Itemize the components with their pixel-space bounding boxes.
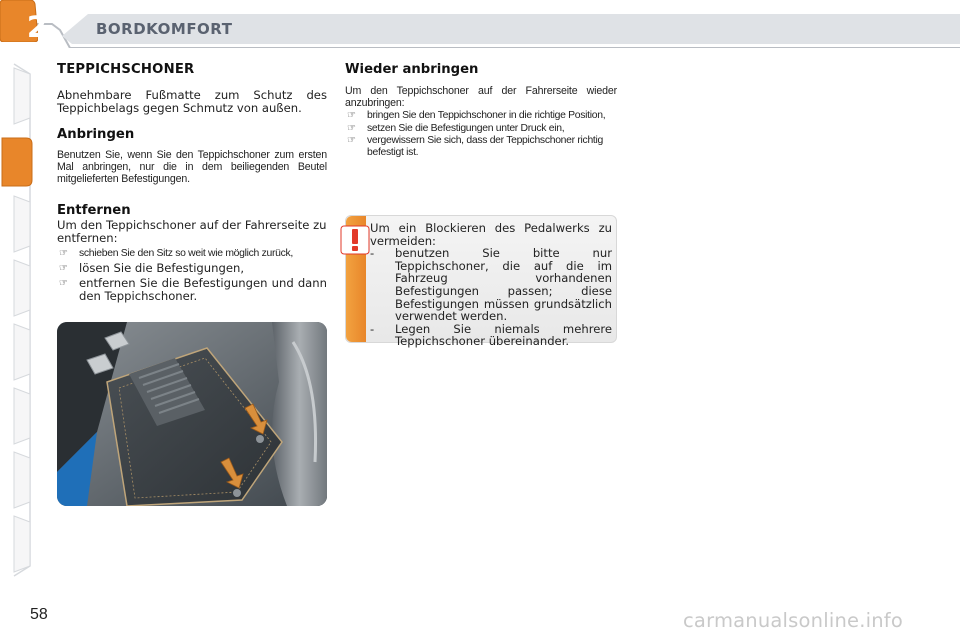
warning-text [370, 222, 612, 348]
warning-item [370, 323, 612, 348]
chapter-header [0, 0, 960, 48]
page-number: 58 [30, 606, 48, 623]
list-item [345, 110, 617, 122]
intro-text: Abnehmbare Fußmatte zum Schutz des Teppichbelags gegen Schmutz von außen. [57, 88, 327, 116]
list-item-text: entfernen Sie die Befestigungen und dann den Teppichschoner. [79, 276, 327, 304]
right-column [345, 62, 617, 158]
wieder-anbringen-text: Um den Teppichschoner auf der Fahrerseite wieder anzubringen: [345, 85, 617, 109]
entfernen-text: Um den Teppichschoner auf der Fahrerseite zu entfernen: [57, 217, 327, 246]
pointing-hand-icon: ☞ [59, 247, 68, 259]
pointing-hand-icon: ☞ [347, 135, 356, 147]
floor-mat-illustration [57, 322, 327, 506]
wieder-anbringen-steps [345, 110, 617, 158]
side-tab-strip [0, 60, 36, 580]
list-item-text: bringen Sie den Teppichschoner in die richtige Position, [367, 110, 606, 121]
warning-lead: Um ein Blockieren des Pedalwerks zu vermeiden: [370, 221, 612, 248]
list-item [57, 277, 327, 303]
chapter-title: BORDKOMFORT [96, 20, 233, 38]
warning-item-text: benutzen Sie bitte nur Teppichschoner, die auf die im Fahrzeug vorhandenen Befestigungen passen; diese Befestigungen müssen grundsätzlich verwendet werden. [395, 246, 612, 324]
anbringen-text: Benutzen Sie, wenn Sie den Teppichschoner zum ersten Mal anbringen, nur die in dem beiliegenden Beutel mitgelieferten Befestigungen. [57, 148, 327, 185]
entfernen-steps [57, 248, 327, 304]
section-title: TEPPICHSCHONER [57, 62, 195, 77]
list-item-text: setzen Sie die Befestigungen unter Druck ein, [367, 122, 565, 134]
chapter-number: 2 [26, 10, 48, 44]
watermark: carmanualsonline.info [683, 609, 903, 632]
wieder-anbringen-title: Wieder anbringen [345, 62, 479, 77]
list-item-text: lösen Sie die Befestigungen, [79, 261, 245, 276]
list-item-text: schieben Sie den Sitz so weit wie möglich zurück, [79, 247, 294, 259]
pointing-hand-icon: ☞ [59, 278, 68, 290]
dash-bullet: - [370, 246, 375, 261]
floor-mat-photo [57, 322, 327, 506]
list-item [345, 135, 617, 158]
pointing-hand-icon: ☞ [347, 122, 356, 134]
warning-item-text: Legen Sie niemals mehrere Teppichschoner übereinander. [395, 321, 612, 349]
list-item [57, 248, 327, 260]
dash-bullet: - [370, 321, 375, 336]
exclamation-icon [340, 225, 370, 255]
left-column [57, 62, 327, 303]
list-item [57, 262, 327, 275]
list-item [345, 123, 617, 135]
pointing-hand-icon: ☞ [347, 110, 356, 121]
entfernen-title: Entfernen [57, 202, 131, 218]
warning-item [370, 247, 612, 323]
pointing-hand-icon: ☞ [59, 263, 68, 275]
list-item-text: vergewissern Sie sich, dass der Teppichschoner richtig befestigt ist. [367, 135, 603, 158]
anbringen-title: Anbringen [57, 126, 135, 142]
chapter-side-tabs [0, 60, 36, 580]
active-chapter-tab [2, 138, 32, 186]
